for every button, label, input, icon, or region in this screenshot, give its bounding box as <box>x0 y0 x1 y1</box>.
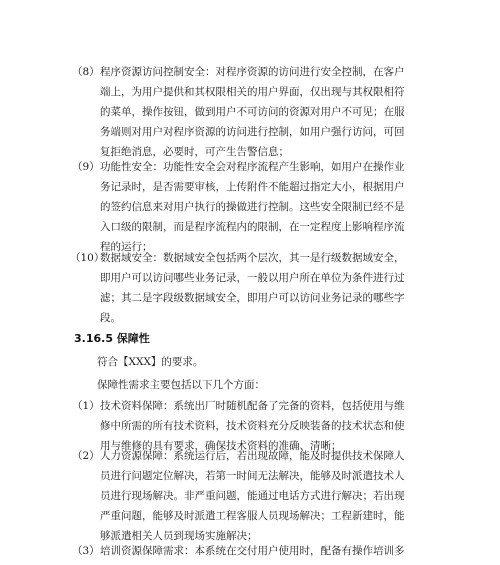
text-line: 段。 <box>100 312 121 324</box>
list-item-8 <box>72 62 440 162</box>
text-line: 复拒绝消息，必要时，可产生告警信息； <box>100 146 289 158</box>
section-heading: 3.16.5 保障性 <box>74 332 150 345</box>
text-line: 修中所需的所有技术资料，技术资料充分反映装备的技术状态和使 <box>100 420 405 432</box>
list-item-3 <box>72 541 440 561</box>
list-item-9 <box>72 157 440 257</box>
list-item-number: （1） <box>72 400 100 412</box>
list-item-10 <box>70 248 440 328</box>
text-line: 端上，为用户提供和其权限相关的用户界面，仅出现与其权限相符 <box>100 86 405 98</box>
list-item-2 <box>72 446 440 546</box>
text-line: 人力资源保障：系统运行后，若出现故障，能及时提供技术保障人 <box>100 450 405 462</box>
text-line: 的签约信息来对用户执行的操做进行控制。这些安全限制已经不是 <box>100 201 405 213</box>
text-line: 程的运行； <box>100 241 153 253</box>
list-item-number: （9） <box>72 161 100 173</box>
text-line: 员进行现场解决。非严重问题，能通过电话方式进行解决；若出现 <box>100 490 405 502</box>
paragraph-requirement: 符合【XXX】的要求。 <box>97 356 204 368</box>
text-line: 务端则对用户对程序资源的访问进行控制，如用户强行访问，可回 <box>100 126 405 138</box>
list-item-number: （8） <box>72 66 100 78</box>
text-line: 滤；其二是字段级数据域安全，即用户可以访问业务记录的哪些字 <box>100 292 405 304</box>
list-item-number: （3） <box>72 545 100 557</box>
text-line: 程序资源访问控制安全：对程序资源的访问进行安全控制，在客户 <box>100 66 405 78</box>
text-line: 够派遣相关人员到现场实施解决； <box>100 530 258 542</box>
text-line: 数据域安全：数据域安全包括两个层次，其一是行级数据域安全， <box>100 252 405 264</box>
text-line: 技术资料保障：系统出厂时随机配备了完备的资料，包括使用与维 <box>100 400 405 412</box>
paragraph-intro: 保障性需求主要包括以下几个方面： <box>97 379 265 391</box>
text-line: 务记录时，是否需要审核，上传附件不能超过指定大小，根据用户 <box>100 181 405 193</box>
text-line: 用与维修的具有要求，确保技术资料的准确、清晰； <box>100 440 342 452</box>
text-line: 入口级的限制，而是程序流程内的限制，在一定程度上影响程序流 <box>100 221 405 233</box>
text-line: 的菜单，操作按钮，做到用户不可访问的资源对用户不可见；在服 <box>100 106 405 118</box>
text-line: 员进行问题定位解决，若第一时间无法解决，能够及时派遣技术人 <box>100 470 405 482</box>
text-line: 严重问题，能够及时派遣工程客服人员现场解决；工程新建时，能 <box>100 510 405 522</box>
text-line: 即用户可以访问哪些业务记录，一般以用户所在单位为条件进行过 <box>100 272 405 284</box>
text-line: 培训资源保障需求：本系统在交付用户使用时，配备有操作培训多 <box>100 545 405 557</box>
text-line: 功能性安全：功能性安全会对程序流程产生影响，如用户在操作业 <box>100 161 405 173</box>
list-item-number: （10） <box>70 252 105 264</box>
list-item-number: （2） <box>72 450 100 462</box>
